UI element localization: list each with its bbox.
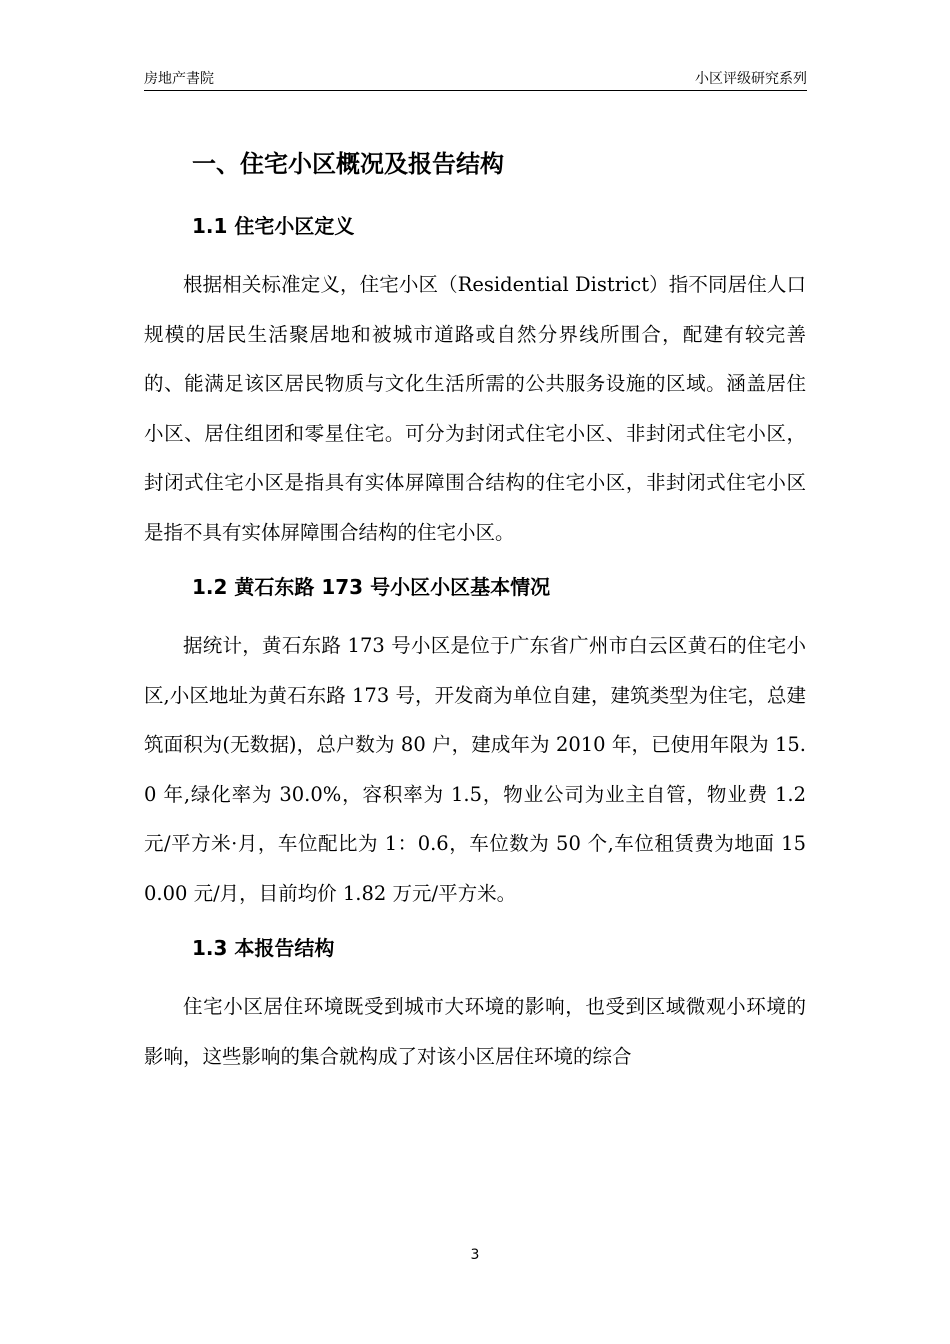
header-series: 小区评级研究系列 (695, 71, 807, 87)
section-1-1-title: 1.1 住宅小区定义 (192, 214, 355, 238)
section-1-2-title: 1.2 黄石东路 173 号小区小区基本情况 (192, 575, 551, 599)
page-number: 3 (470, 1247, 480, 1263)
page-header (144, 66, 807, 91)
section-1-2-paragraph: 据统计，黄石东路 173 号小区是位于广东省广州市白云区黄石的住宅小区,小区地址为黄石东路 173 号，开发商为单位自建，建筑类型为住宅，总建筑面积为(无数据)，总户数为 80 户，建成年为 2010 年，已使用年限为 15.0 年,绿化率为 30.0%，容积率为 1.5，物业公司为业主自管，物业费 1.2 元/平方米·月，车位配比为 1：0.6，车位数为 50 个,车位租赁费为地面 150.00 元/月，目前均价 1.82 万元/平方米。 (144, 634, 806, 905)
header-publisher: 房地产書院 (144, 71, 214, 87)
section-1-1-paragraph: 根据相关标准定义，住宅小区（Residential District）指不同居住人口规模的居民生活聚居地和被城市道路或自然分界线所围合，配建有较完善的、能满足该区居民物质与文化生活所需的公共服务设施的区域。涵盖居住小区、居住组团和零星住宅。可分为封闭式住宅小区、非封闭式住宅小区，封闭式住宅小区是指具有实体屏障围合结构的住宅小区，非封闭式住宅小区是指不具有实体屏障围合结构的住宅小区。 (144, 273, 806, 544)
section-1-3-paragraph: 住宅小区居住环境既受到城市大环境的影响，也受到区域微观小环境的影响，这些影响的集合就构成了对该小区居住环境的综合 (144, 995, 806, 1068)
document-body (144, 140, 806, 1081)
section-1-3-title: 1.3 本报告结构 (192, 936, 335, 960)
section-1-title: 一、住宅小区概况及报告结构 (192, 150, 504, 178)
